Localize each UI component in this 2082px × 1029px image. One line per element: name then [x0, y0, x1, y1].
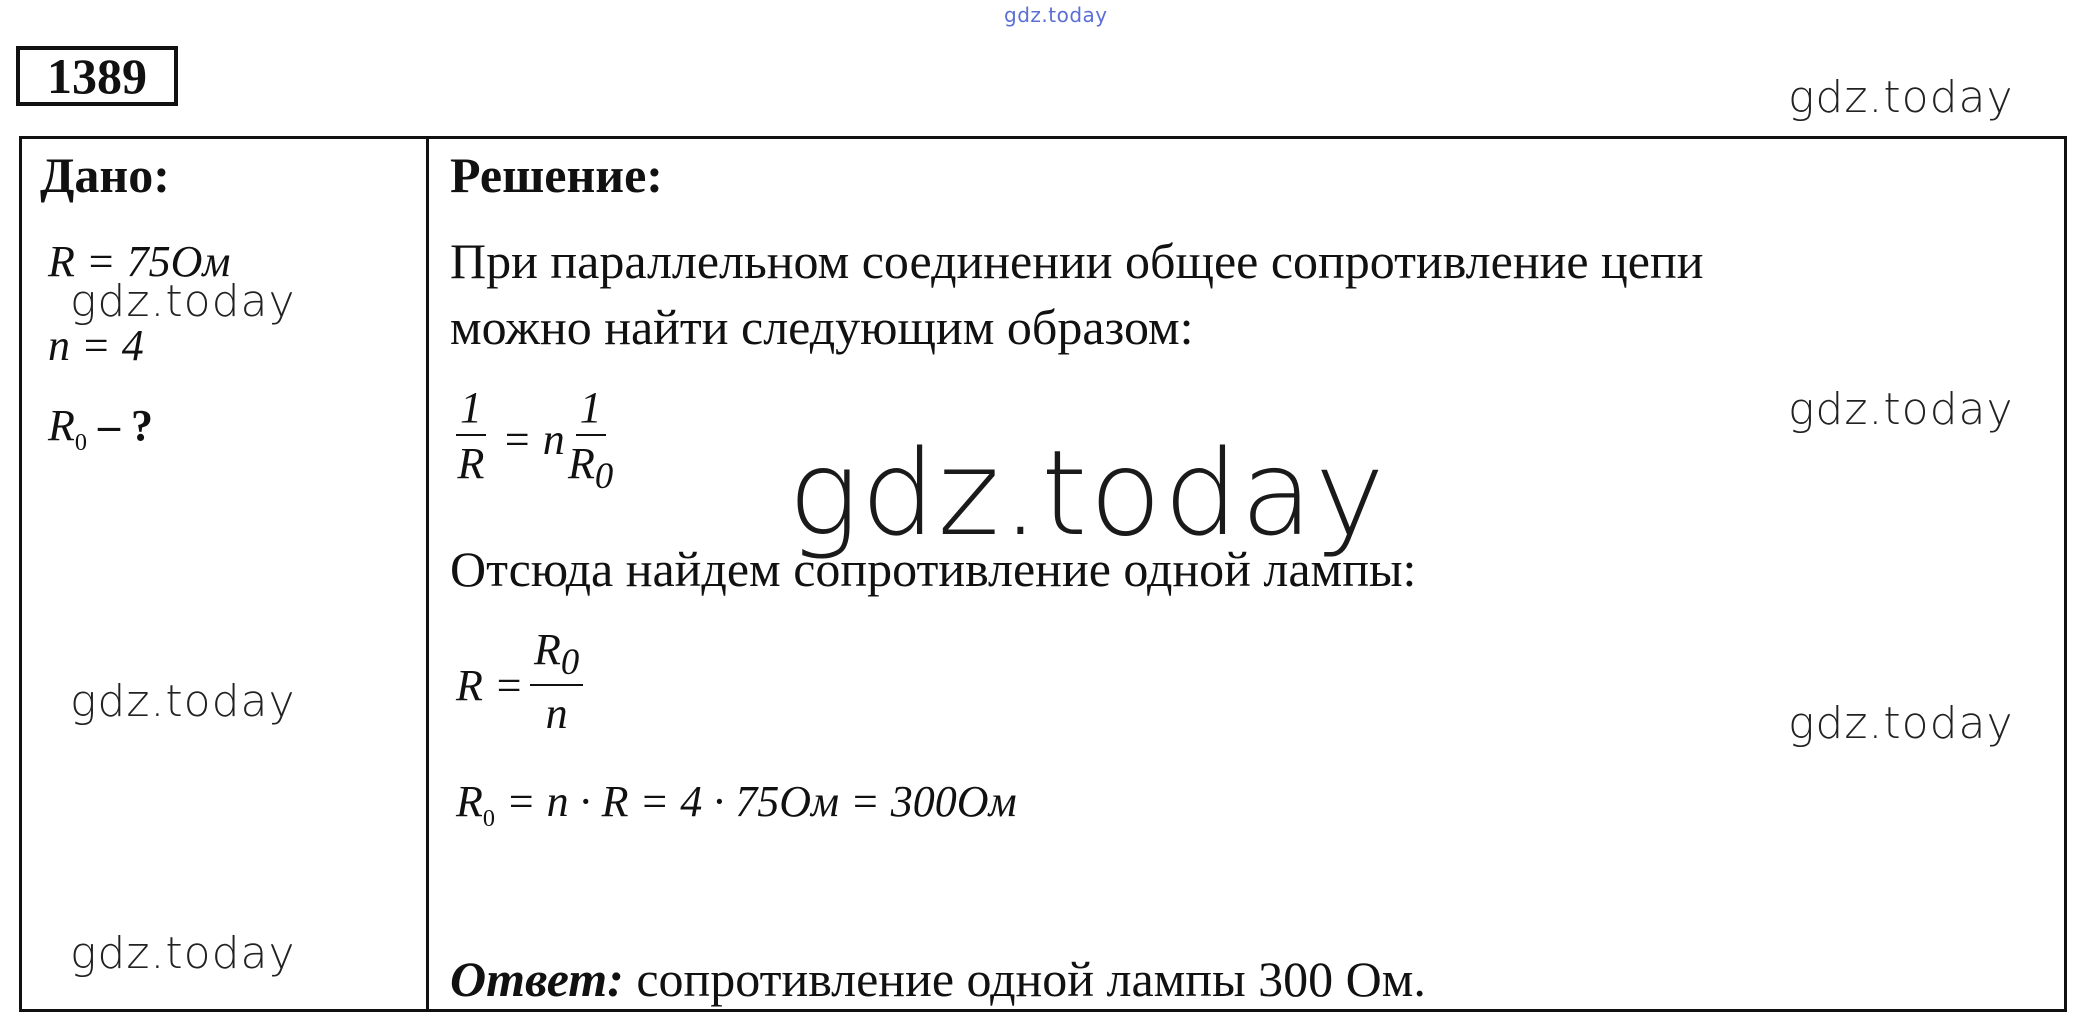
find-subscript: 0: [74, 428, 87, 456]
given-resistance-symbol: R: [48, 237, 75, 286]
given-watermark-3: gdz.today: [70, 928, 296, 979]
formula2-lhs: R =: [456, 661, 524, 710]
formula2-numerator: [530, 625, 583, 686]
top-watermark: gdz.today: [1004, 3, 1108, 27]
formula2-num-subscript: 0: [560, 640, 580, 682]
formula2-num-symbol: R: [534, 625, 561, 674]
given-count-symbol: n: [48, 321, 70, 370]
formula1-left-denominator: R: [457, 439, 485, 488]
formula1-left-fraction: [456, 383, 486, 488]
formula1-left-numerator: 1: [456, 386, 486, 436]
formula1-right-denominator: [568, 436, 613, 494]
find-symbol: R: [48, 401, 75, 450]
center-watermark: gdz.today: [788, 424, 1387, 562]
find-question: – ?: [86, 401, 153, 450]
solution-paragraph-1-line-1: При параллельном соединении общее сопротивление цепи: [450, 233, 1704, 289]
formula2-denominator: n: [545, 689, 568, 739]
formula1-right-den-symbol: R: [568, 439, 595, 488]
answer-text: сопротивление одной лампы 300 Ом.: [623, 951, 1426, 1007]
solution-paragraph-2: Отсюда найдем сопротивление одной лампы:: [450, 541, 1417, 597]
right-watermark-1: gdz.today: [1788, 384, 2014, 435]
given-watermark-2: gdz.today: [70, 676, 296, 727]
answer: [450, 950, 1426, 1008]
answer-label: Ответ:: [450, 951, 624, 1007]
formula1-right-den-subscript: 0: [594, 454, 614, 496]
solution-paragraph-1-line-2: можно найти следующим образом:: [450, 299, 1194, 355]
formula3-lhs-subscript: 0: [482, 804, 495, 832]
formula1-right-fraction: [568, 383, 614, 496]
header-watermark: gdz.today: [1788, 72, 2014, 123]
formula1-right-numerator: 1: [576, 386, 606, 436]
formula3-rhs: = n · R = 4 · 75Ом = 300Ом: [494, 777, 1017, 826]
formula3-lhs-symbol: R: [456, 777, 483, 826]
given-watermark-1: gdz.today: [70, 276, 296, 327]
problem-number: 1389: [16, 46, 178, 106]
solution-title: Решение:: [450, 147, 663, 203]
given-title: Дано:: [40, 147, 170, 203]
formula2-fraction: [530, 625, 583, 739]
right-watermark-2: gdz.today: [1788, 698, 2014, 749]
formula1-equals-n: = n: [502, 415, 565, 464]
given-find: [48, 400, 153, 457]
column-divider: [426, 136, 429, 1012]
given-count-value: = 4: [70, 321, 144, 370]
given-count: [48, 320, 144, 371]
given-resistance-value: = 75Ом: [74, 237, 231, 286]
formula3: [456, 777, 1017, 832]
